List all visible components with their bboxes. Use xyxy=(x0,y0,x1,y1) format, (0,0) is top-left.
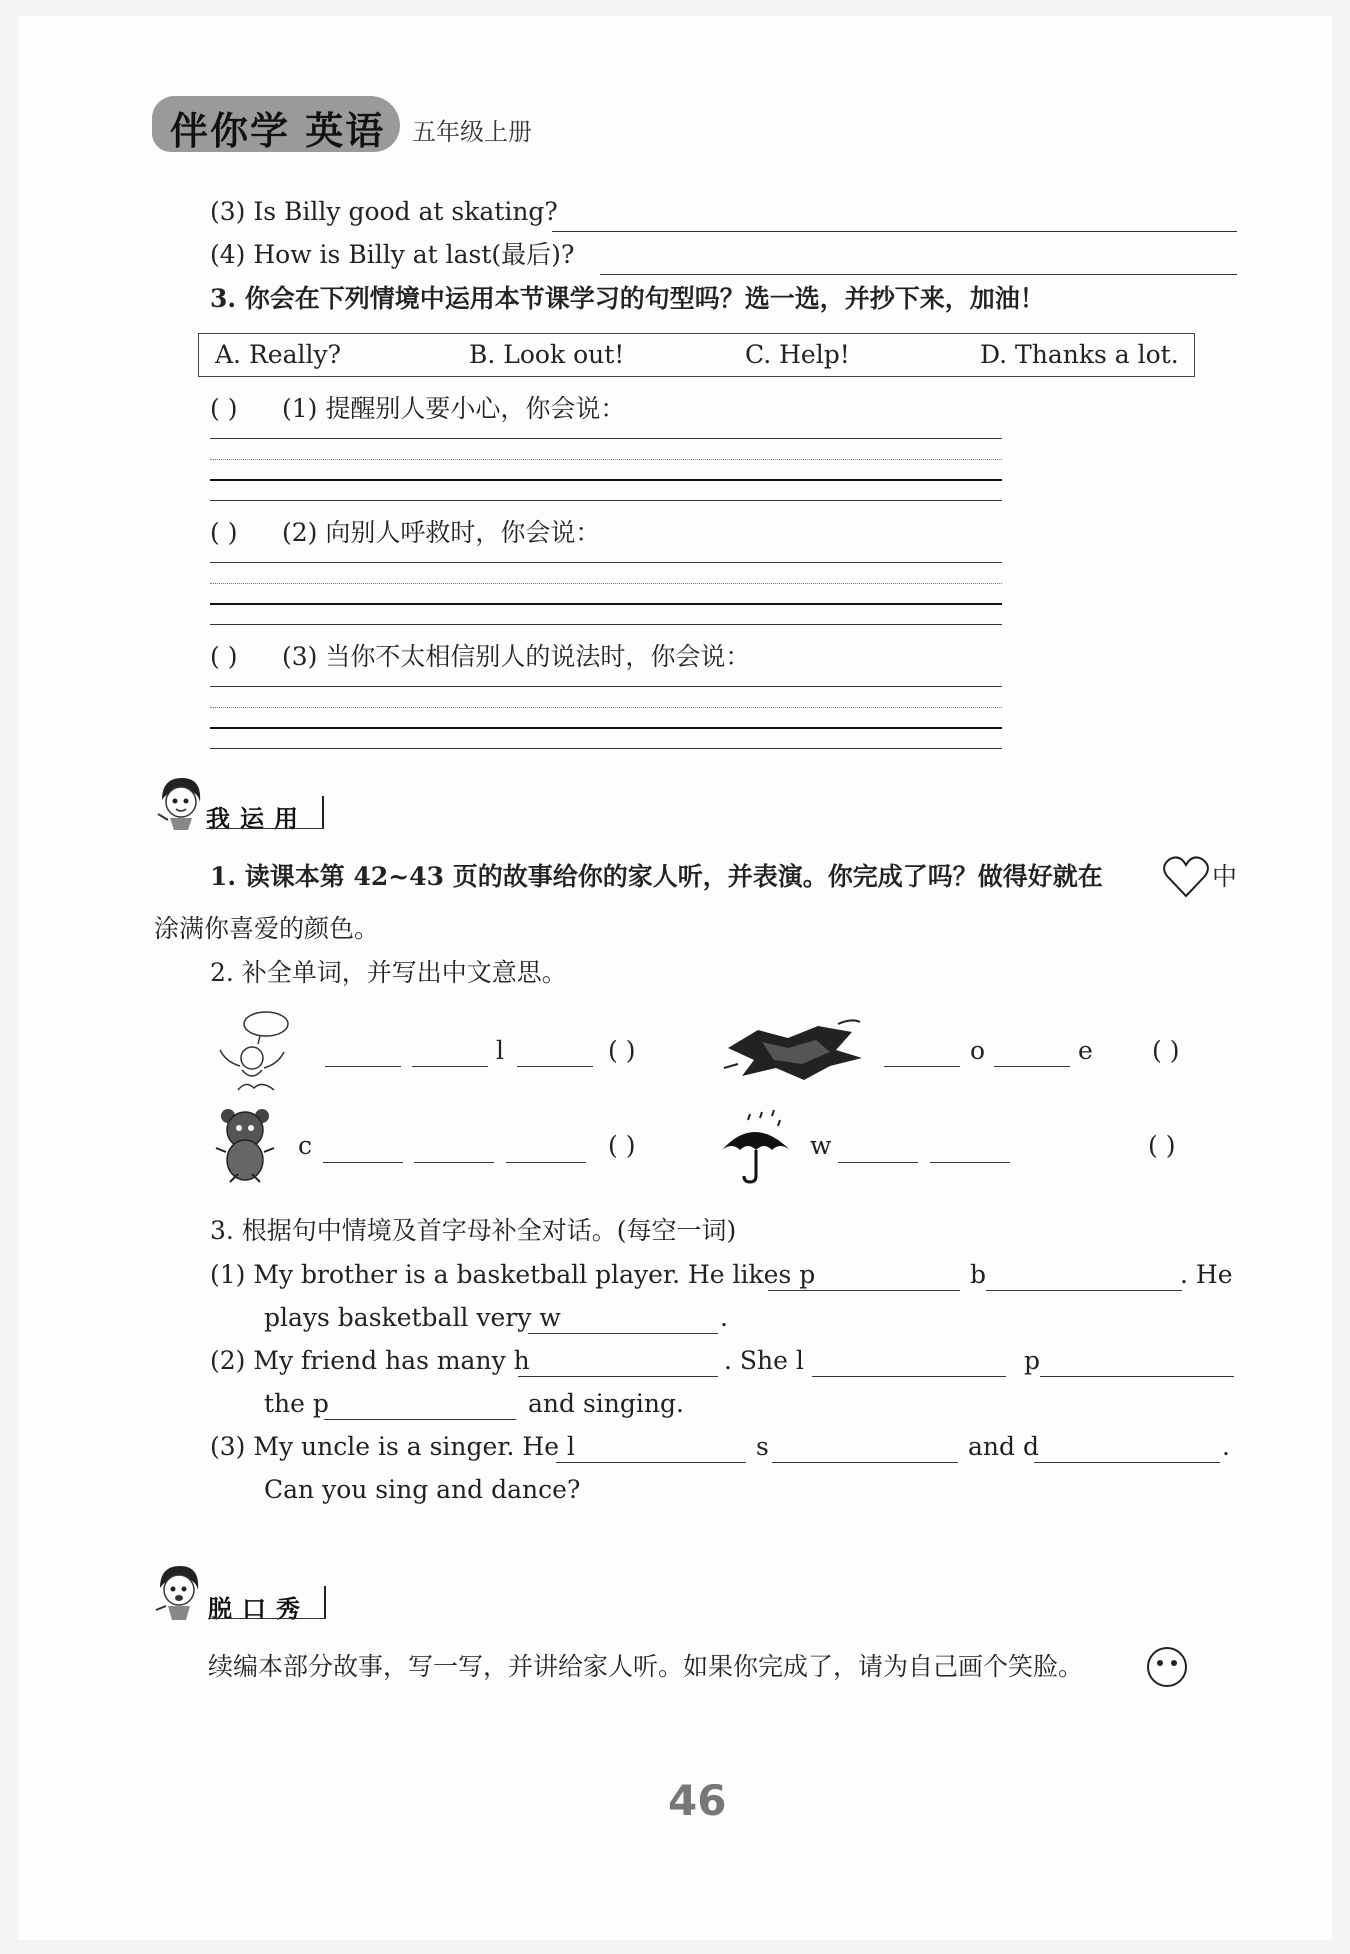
apply-q1-suffix: 中 xyxy=(1212,862,1238,891)
word1-blank2[interactable] xyxy=(412,1066,488,1067)
word2-blank2[interactable] xyxy=(994,1066,1070,1067)
word3-blank1[interactable] xyxy=(323,1162,403,1163)
show-text: 续编本部分故事，写一写，并讲给家人听。如果你完成了，请为自己画个笑脸。 xyxy=(208,1652,1084,1681)
item2-line-a[interactable] xyxy=(210,562,1002,563)
s2-blank-h[interactable] xyxy=(518,1376,718,1377)
umbrella-icon xyxy=(718,1108,794,1184)
apply-q1-text: 1. 读课本第 42~43 页的故事给你的家人听，并表演。你完成了吗？做得好就在 xyxy=(210,862,1103,891)
item3-dots xyxy=(210,707,1002,708)
page-number: 46 xyxy=(668,1776,727,1825)
word1-blank1[interactable] xyxy=(325,1066,401,1067)
item2-paren[interactable]: ( ) xyxy=(210,518,238,547)
s1-part-b: b xyxy=(970,1260,987,1289)
section-apply-bar xyxy=(322,796,324,828)
answer-line-q4[interactable] xyxy=(600,274,1237,275)
word3-letter-c: c xyxy=(298,1131,313,1160)
section-apply-underline xyxy=(206,828,324,829)
s3-part-b: s xyxy=(756,1432,769,1461)
section-show-underline xyxy=(208,1618,326,1619)
option-d: D. Thanks a lot. xyxy=(980,340,1179,369)
s2-blank-p2[interactable] xyxy=(324,1419,516,1420)
s1-blank-w[interactable] xyxy=(528,1333,718,1334)
s3-blank-l[interactable] xyxy=(556,1462,746,1463)
item1-line-a[interactable] xyxy=(210,438,1002,439)
item3-text: (3) 当你不太相信别人的说法时，你会说： xyxy=(282,642,751,671)
s2-part-a: (2) My friend has many h xyxy=(210,1346,530,1375)
header-title: 伴你学 英语 xyxy=(170,109,386,153)
smiley-face-icon[interactable] xyxy=(1146,1646,1188,1688)
word4-letter-w: w xyxy=(810,1131,832,1160)
s1-blank-b[interactable] xyxy=(986,1290,1182,1291)
s2-blank-p[interactable] xyxy=(1040,1376,1234,1377)
apply-q3-title: 3. 根据句中情境及首字母补全对话。(每空一词) xyxy=(210,1216,737,1245)
section-show-bar xyxy=(324,1586,326,1618)
item1-baseline[interactable] xyxy=(210,479,1002,481)
item3-line-b[interactable] xyxy=(210,748,1002,749)
item1-line-b[interactable] xyxy=(210,500,1002,501)
word1-paren[interactable]: ( ) xyxy=(608,1036,636,1065)
part2-title: 3. 你会在下列情境中运用本节课学习的句型吗？选一选，并抄下来，加油！ xyxy=(210,284,1045,313)
hole-icon xyxy=(718,1018,870,1084)
s3-part-a: (3) My uncle is a singer. He l xyxy=(210,1432,575,1461)
apply-q1-line1 xyxy=(210,862,1103,892)
item3-paren[interactable]: ( ) xyxy=(210,642,238,671)
s1-part-e: . xyxy=(720,1303,728,1332)
item3-baseline[interactable] xyxy=(210,727,1002,729)
girl-mascot-icon xyxy=(154,774,206,830)
s3-part-c: and d xyxy=(968,1432,1039,1461)
s3-part-e: Can you sing and dance? xyxy=(264,1475,581,1504)
apply-q1-line2: 涂满你喜爱的颜色。 xyxy=(154,914,380,943)
option-c: C. Help! xyxy=(745,340,850,369)
word2-paren[interactable]: ( ) xyxy=(1152,1036,1180,1065)
item2-line-b[interactable] xyxy=(210,624,1002,625)
word4-blank1[interactable] xyxy=(838,1162,918,1163)
item2-text: (2) 向别人呼救时，你会说： xyxy=(282,518,601,547)
item2-baseline[interactable] xyxy=(210,603,1002,605)
s2-blank-l[interactable] xyxy=(812,1376,1006,1377)
item1-dots xyxy=(210,459,1002,460)
shouting-boy-icon xyxy=(212,1010,300,1094)
s1-part-a: (1) My brother is a basketball player. He likes p xyxy=(210,1260,816,1289)
apply-q2-title: 2. 补全单词，并写出中文意思。 xyxy=(210,958,567,987)
header-grade: 五年级上册 xyxy=(412,118,532,146)
section-apply-title: 我运用 xyxy=(206,805,308,833)
s2-part-b: . She l xyxy=(724,1346,804,1375)
heart-icon[interactable] xyxy=(1162,854,1210,900)
word2-blank1[interactable] xyxy=(884,1066,960,1067)
s3-blank-d[interactable] xyxy=(1034,1462,1220,1463)
s2-part-c: p xyxy=(1024,1346,1041,1375)
word3-blank3[interactable] xyxy=(506,1162,586,1163)
word2-letter-o: o xyxy=(970,1036,986,1065)
section-show-title: 脱口秀 xyxy=(208,1595,310,1623)
item1-paren[interactable]: ( ) xyxy=(210,394,238,423)
s2-part-e: and singing. xyxy=(528,1389,684,1418)
word3-paren[interactable]: ( ) xyxy=(608,1131,636,1160)
word4-blank2[interactable] xyxy=(930,1162,1010,1163)
item1-text: (1) 提醒别人要小心，你会说： xyxy=(282,394,626,423)
s3-part-d: . xyxy=(1222,1432,1230,1461)
bear-icon xyxy=(210,1104,282,1186)
s1-part-d: plays basketball very w xyxy=(264,1303,561,1332)
answer-line-q3[interactable] xyxy=(552,231,1237,232)
s2-part-d: the p xyxy=(264,1389,329,1418)
question-3: (3) Is Billy good at skating? xyxy=(210,197,558,226)
word1-blank3[interactable] xyxy=(517,1066,593,1067)
option-b: B. Look out! xyxy=(469,340,625,369)
item2-dots xyxy=(210,583,1002,584)
item3-line-a[interactable] xyxy=(210,686,1002,687)
word3-blank2[interactable] xyxy=(414,1162,494,1163)
s1-blank-p[interactable] xyxy=(768,1290,960,1291)
s3-blank-s[interactable] xyxy=(772,1462,958,1463)
option-a: A. Really? xyxy=(215,340,341,369)
word4-paren[interactable]: ( ) xyxy=(1148,1131,1176,1160)
word1-letter-l: l xyxy=(496,1036,504,1065)
s1-part-c: . He xyxy=(1180,1260,1233,1289)
girl-mascot-icon-2 xyxy=(152,1562,206,1620)
question-4: (4) How is Billy at last(最后)? xyxy=(210,240,575,269)
word2-letter-e: e xyxy=(1078,1036,1093,1065)
